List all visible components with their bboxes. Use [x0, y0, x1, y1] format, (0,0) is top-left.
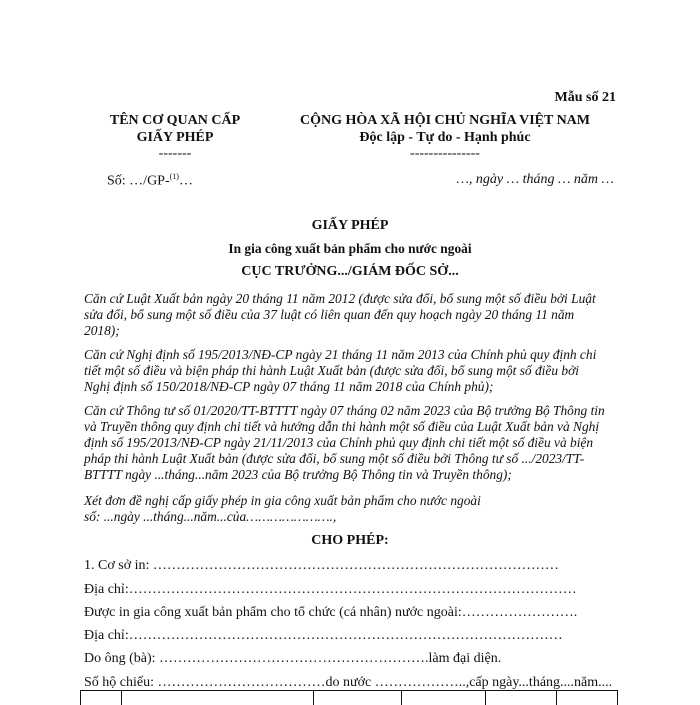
permit-number [107, 172, 193, 190]
preamble-p1-line2: sửa đổi, bổ sung một số điều của 37 luật có liên quan đến quy hoạch ngày 20 tháng 11 năm [84, 307, 575, 322]
preamble-p3-line3: định số 195/2013/NĐ-CP ngày 21/11/2013 của Chính phủ quy định chi tiết một số điều và biện [84, 435, 594, 450]
table-column-divider [485, 691, 486, 705]
table-column-divider [313, 691, 314, 705]
national-separator: --------------- [410, 146, 480, 161]
permit-number-suffix: … [178, 173, 193, 189]
preamble-p3-line1: Căn cứ Thông tư số 01/2020/TT-BTTTT ngày 07 tháng 02 năm 2023 của Bộ trưởng Bộ Thông tin [84, 403, 605, 418]
national-title: CỘNG HÒA XÃ HỘI CHỦ NGHĨA VIỆT NAM [299, 113, 590, 128]
preamble-p2-line3: Nghị định số 150/2018/NĐ-CP ngày 07 tháng 11 năm 2018 của Chính phủ); [84, 379, 494, 394]
footnote-marker: (1) [169, 172, 179, 181]
preamble-p1-line1: Căn cứ Luật Xuất bản ngày 20 tháng 11 năm 2012 (được sửa đổi, bổ sung một số điều bởi Luật [84, 291, 596, 306]
agency-line2: GIẤY PHÉP [136, 130, 214, 145]
field-foreign-client: Được in gia công xuất bản phẩm cho tổ chức (cá nhân) nước ngoài:……………………. [84, 605, 578, 620]
doc-authority: CỤC TRƯỞNG.../GIÁM ĐỐC SỞ... [241, 264, 459, 279]
table-column-divider [556, 691, 557, 705]
agency-separator: ------- [158, 146, 192, 161]
issue-date: …, ngày … tháng … năm … [456, 172, 614, 187]
agency-line1: TÊN CƠ QUAN CẤP [109, 113, 241, 128]
field-representative: Do ông (bà): ………………………………………………….làm đại diện. [84, 651, 502, 666]
product-table [80, 690, 618, 705]
preamble-p3-line4: pháp thi hành Luật Xuất bản (được sửa đổi, bổ sung một số điều bởi Thông tư số .../2023/TT- [84, 451, 585, 466]
preamble-p4-line1: Xét đơn đề nghị cấp giấy phép in gia công xuất bản phẩm cho nước ngoài [84, 493, 481, 508]
preamble-p1-line3: 2018); [84, 323, 120, 338]
table-column-divider [617, 691, 618, 705]
permit-heading: CHO PHÉP: [311, 533, 389, 548]
preamble-p3-line5: BTTTT ngày ...tháng...năm 2023 của Bộ trưởng Bộ Thông tin và Truyền thông); [84, 467, 512, 482]
form-number: Mẫu số 21 [554, 90, 616, 105]
field-passport: Số hộ chiếu: ………………………………do nước ………………..,cấp ngày...tháng....năm.... [84, 675, 613, 690]
preamble-p2-line1: Căn cứ Nghị định số 195/2013/NĐ-CP ngày 21 tháng 11 năm 2013 của Chính phủ quy định chi [84, 347, 597, 362]
table-column-divider [401, 691, 402, 705]
doc-subtitle: In gia công xuất bản phẩm cho nước ngoài [228, 241, 472, 256]
preamble-p4-line2: số: ...ngày ...tháng...năm...của…………………., [84, 509, 337, 524]
field-client-address: Địa chỉ:………………………………………………………………………………… [84, 628, 563, 643]
preamble-p2-line2: tiết một số điều và biện pháp thi hành Luật Xuất bản (được sửa đổi, bổ sung một số điều bởi [84, 363, 579, 378]
doc-title: GIẤY PHÉP [311, 218, 389, 233]
field-printing-facility: 1. Cơ sở in: …………………………………………………………………………… [84, 558, 559, 573]
national-motto: Độc lập - Tự do - Hạnh phúc [359, 130, 531, 145]
table-column-divider [121, 691, 122, 705]
preamble-p3-line2: và Truyền thông quy định chi tiết và hướng dẫn thi hành một số điều của Luật Xuất bản và Nghị [84, 419, 600, 434]
permit-number-prefix: Số: …/GP- [107, 173, 170, 189]
field-facility-address: Địa chỉ:…………………………………………………………………………………… [84, 582, 577, 597]
